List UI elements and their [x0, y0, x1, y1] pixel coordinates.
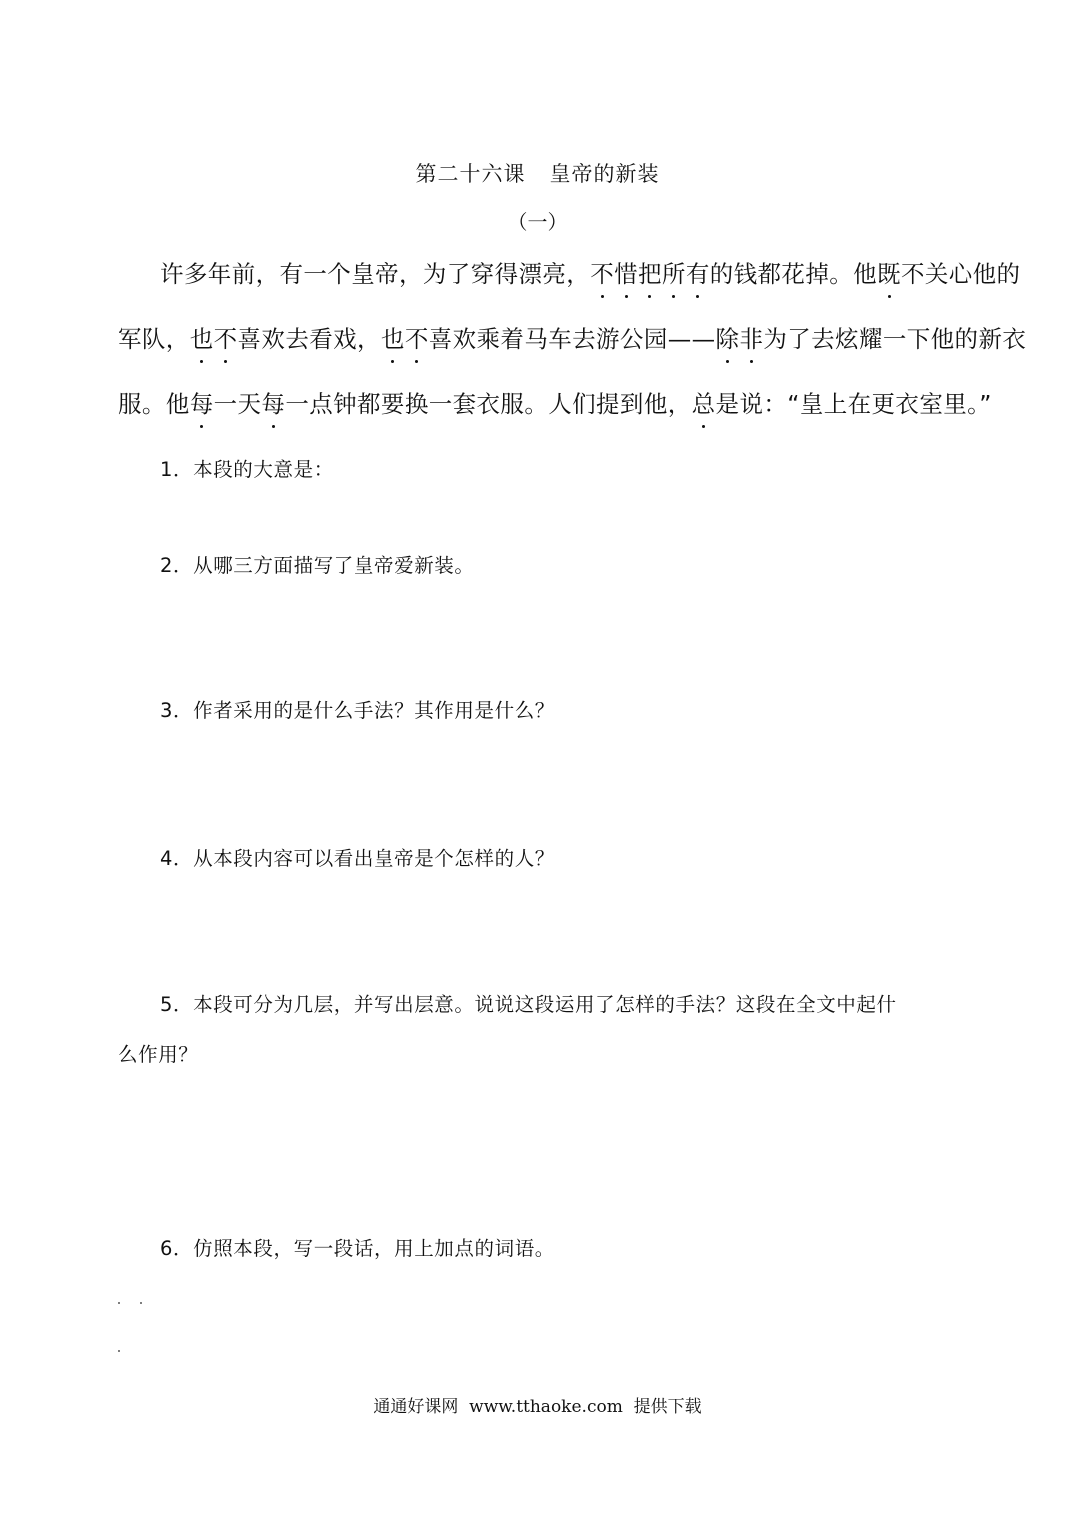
- section-heading: （一）: [507, 210, 568, 234]
- question-4: 4．从本段内容可以看出皇帝是个怎样的人？: [160, 847, 555, 870]
- emphasis-char: 每: [261, 385, 285, 419]
- emphasis-char: 也: [190, 320, 214, 354]
- question-1: 1．本段的大意是：: [160, 458, 334, 481]
- emphasis-char: 总: [692, 385, 716, 419]
- scan-speck: [118, 1302, 120, 1304]
- passage-line-1: 许多年前，有一个皇帝，为了穿得漂亮，不惜把所有的钱都花掉。他既不关心他的: [160, 255, 1020, 289]
- footer-url[interactable]: www.tthaoke.com: [469, 1397, 623, 1417]
- emphasis-char: 既: [877, 255, 901, 289]
- passage-line-2: 军队，也不喜欢去看戏，也不喜欢乘着马车去游公园——除非为了去炫耀一下他的新衣: [118, 320, 1026, 354]
- footer: [0, 1392, 1075, 1417]
- emphasis-char: 不: [405, 320, 429, 354]
- question-3: 3．作者采用的是什么手法？其作用是什么？: [160, 699, 555, 722]
- emphasis-char: 所: [662, 255, 686, 289]
- emphasis-char: 每: [190, 385, 214, 419]
- emphasis-char: 非: [739, 320, 763, 354]
- question-5: 5．本段可分为几层，并写出层意。说说这段运用了怎样的手法？这段在全文中起什: [160, 993, 897, 1016]
- emphasis-char: 除: [716, 320, 740, 354]
- emphasis-char: 把: [638, 255, 662, 289]
- emphasis-char: 也: [381, 320, 405, 354]
- emphasis-char: 不: [214, 320, 238, 354]
- question-2: 2．从哪三方面描写了皇帝爱新装。: [160, 554, 475, 577]
- emphasis-char: 不: [590, 255, 614, 289]
- scan-speck: [118, 1350, 120, 1352]
- lesson-title: [0, 158, 1075, 188]
- footer-note: 提供下载: [633, 1397, 702, 1417]
- question-5-continuation: 么作用？: [118, 1043, 199, 1066]
- scan-speck: [140, 1302, 142, 1304]
- lesson-number: 第二十六课: [415, 162, 526, 186]
- emphasis-char: 有: [686, 255, 710, 289]
- emphasis-char: 惜: [614, 255, 638, 289]
- passage-line-3: 服。他每一天每一点钟都要换一套衣服。人们提到他，总是说：“皇上在更衣室里。”: [118, 385, 992, 419]
- lesson-name: 皇帝的新装: [549, 162, 660, 186]
- question-6: 6．仿照本段，写一段话，用上加点的词语。: [160, 1237, 555, 1260]
- footer-site-name: 通通好课网: [373, 1397, 459, 1417]
